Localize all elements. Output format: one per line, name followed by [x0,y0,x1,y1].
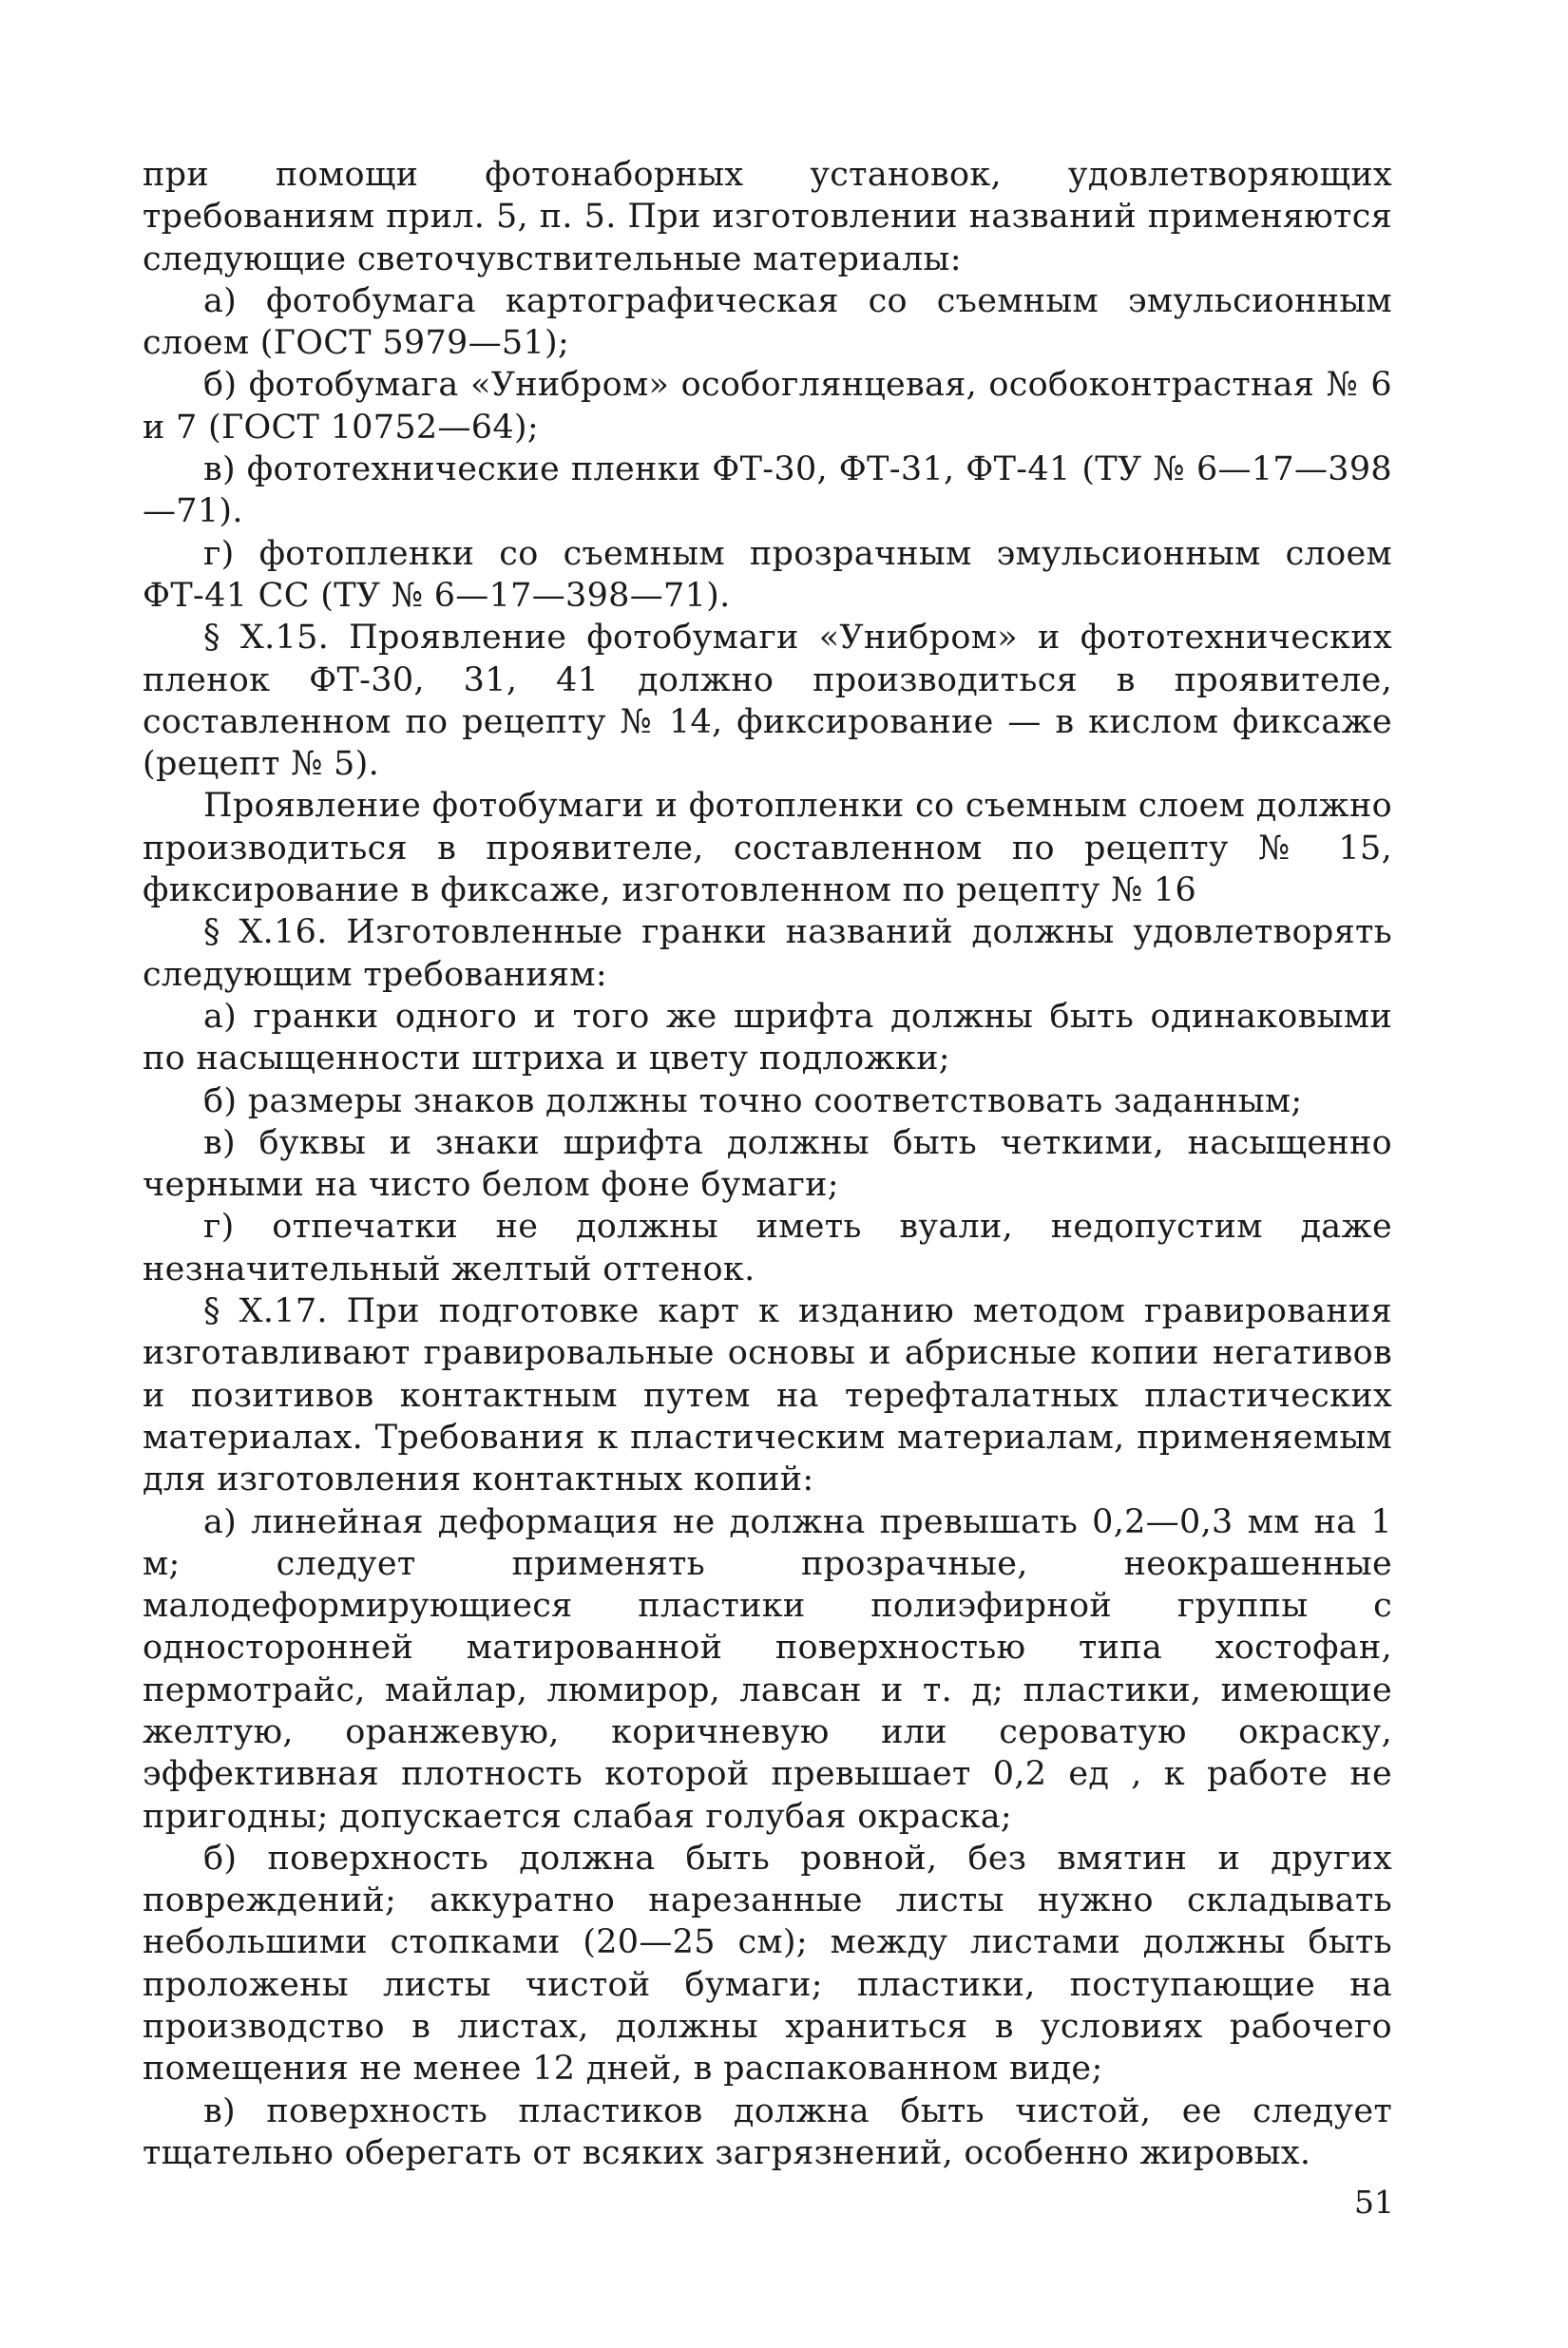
list-item-a-deformation: а) линейная деформация не должна превышать 0,2—0,3 мм на 1 м; следует применять прозрачные, неокрашенные малодеформирующиеся пластики полиэфирной группы с односторонней матированной поверхностью типа хостофан, пермотрайс, майлар, люмирор, лавсан и т. д; пластики, имеющие желтую, оранжевую, коричневую или сероватую окраску, эффективная плотность которой превышает 0,2 ед , к работе не пригодны; допускается слабая голубая окраска; [143,1502,1392,1836]
list-item-b-unibrom: б) фотобумага «Унибром» особоглянцевая, особоконтрастная № 6 и 7 (ГОСТ 10752—64); [143,366,1392,447]
paragraph-intro-continuation: при помощи фотонаборных установок, удовлетворяющих требованиям прил. 5, п. 5. При изготовлении названий применяются следующие светочувствительные материалы: [143,156,1392,278]
list-item-v-phototech-films: в) фототехнические пленки ФТ-30, ФТ-31, ФТ-41 (ТУ № 6—17—398—71). [143,450,1392,531]
list-item-a-photopaper: а) фотобумага картографическая со съемным эмульсионным слоем (ГОСТ 5979—51); [143,281,1392,363]
list-item-g-photofilms: г) фотопленки со съемным прозрачным эмульсионным слоем ФТ-41 СС (ТУ № 6—17—398—71). [143,534,1392,615]
list-item-a-galleys: а) гранки одного и того же шрифта должны быть одинаковыми по насыщенности штриха и цвету подложки; [143,997,1392,1079]
body-text [143,154,1392,2174]
list-item-b-sizes: б) размеры знаков должны точно соответствовать заданным; [203,1081,1303,1120]
section-x15: § X.15. Проявление фотобумаги «Унибром» и фототехнических пленок ФТ-30, 31, 41 должно производиться в проявителе, составленном по рецепту № 14, фиксирование — в кислом фиксаже (рецепт № 5). [143,619,1392,784]
section-x16: § X.16. Изготовленные гранки названий должны удовлетворять следующим требованиям: [143,913,1392,994]
list-item-v-letters: в) буквы и знаки шрифта должны быть четкими, насыщенно черными на чисто белом фоне бумаги; [143,1123,1392,1205]
list-item-g-prints: г) отпечатки не должны иметь вуали, недопустим даже незначительный желтый оттенок. [143,1208,1392,1289]
list-item-v-cleanliness: в) поверхность пластиков должна быть чистой, ее следует тщательно оберегать от всяких загрязнений, особенно жировых. [143,2091,1392,2172]
list-item-b-surface: б) поверхность должна быть ровной, без вмятин и других повреждений; аккуратно нарезанные листы нужно складывать небольшими стопками (20—25 см); между листами должны быть проложены листы чистой бумаги; пластики, поступающие на производство в листах, должны храниться в условиях рабочего помещения не менее 12 дней, в распакованном виде; [143,1839,1392,2089]
paragraph-development: Проявление фотобумаги и фотопленки со съемным слоем должно производиться в проявителе, составленном по рецепту № 15, фиксирование в фиксаже, изготовленном по рецепту № 16 [143,787,1392,910]
section-x17: § X.17. При подготовке карт к изданию методом гравирования изготавливают гравировальные основы и абрисные копии негативов и позитивов контактным путем на терефталатных пластических материалах. Требования к пластическим материалам, применяемым для изготовления контактных копий: [143,1292,1392,1499]
page-number: 51 [1354,2184,1394,2221]
